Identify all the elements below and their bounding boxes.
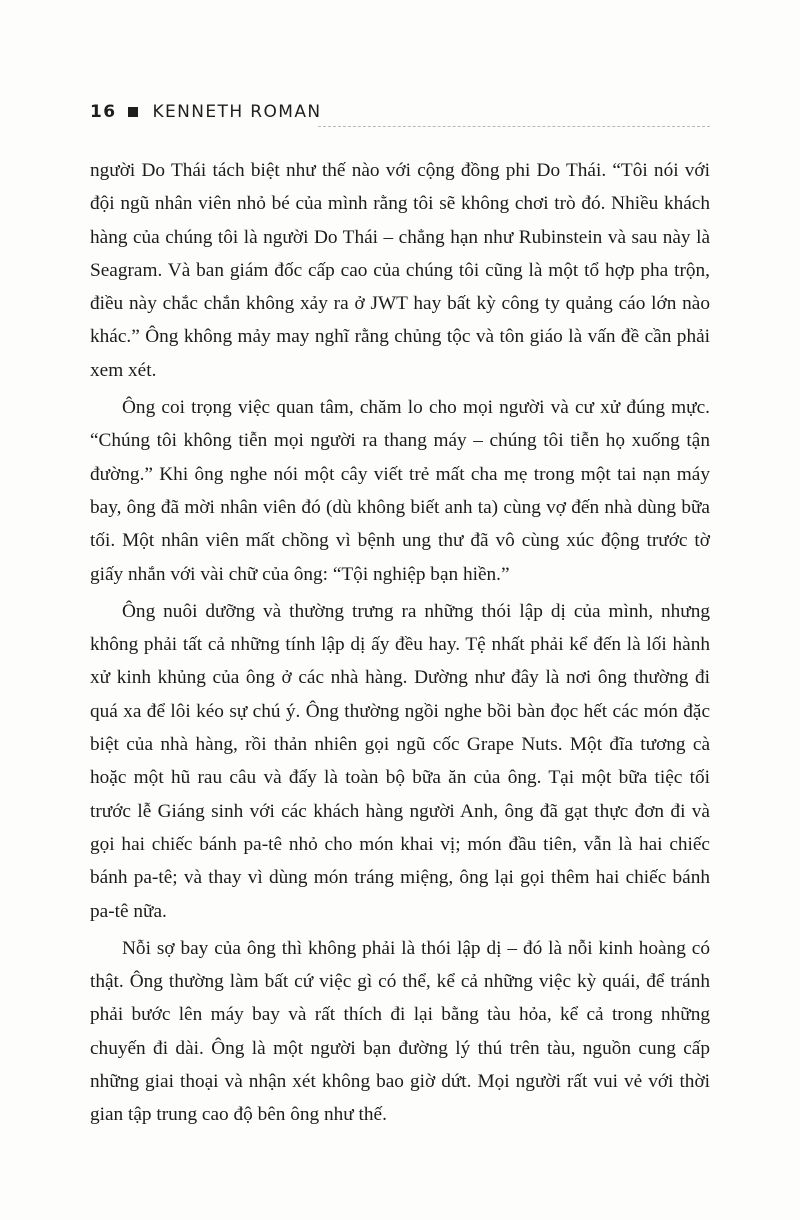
- page-number: 16: [90, 102, 117, 122]
- running-header: [90, 102, 322, 122]
- paragraph-2: Ông coi trọng việc quan tâm, chăm lo cho mọi người và cư xử đúng mực. “Chúng tôi không tiễn mọi người ra thang máy – chúng tôi tiễn họ xuống tận đường.” Khi ông nghe nói một cây viết trẻ mất cha mẹ trong một tai nạn máy bay, ông đã mời nhân viên đó (dù không biết anh ta) cùng vợ đến nhà dùng bữa tối. Một nhân viên mất chồng vì bệnh ung thư đã vô cùng xúc động trước tờ giấy nhắn với vài chữ của ông: “Tội nghiệp bạn hiền.”: [90, 397, 710, 585]
- paragraph-4: Nỗi sợ bay của ông thì không phải là thói lập dị – đó là nỗi kinh hoàng có thật. Ông thường làm bất cứ việc gì có thể, kể cả những việc kỳ quái, để tránh phải bước lên máy bay và rất thích đi lại bằng tàu hỏa, kể cả trong những chuyến đi dài. Ông là một người bạn đường lý thú trên tàu, nguồn cung cấp những giai thoại và nhận xét không bao giờ dứt. Mọi người rất vui vẻ với thời gian tập trung cao độ bên ông như thế.: [90, 937, 710, 1126]
- author-name: KENNETH ROMAN: [152, 102, 322, 122]
- square-bullet-icon: [128, 107, 138, 117]
- paragraph-1: người Do Thái tách biệt như thế nào với cộng đồng phi Do Thái. “Tôi nói với đội ngũ nhân viên nhỏ bé của mình rằng tôi sẽ không chơi trò đó. Nhiều khách hàng của chúng tôi là người Do Thái – chẳng hạn như Rubinstein và sau này là Seagram. Và ban giám đốc cấp cao của chúng tôi cũng là một tổ hợp pha trộn, điều này chắc chắn không xảy ra ở JWT hay bất kỳ công ty quảng cáo lớn nào khác.” Ông không mảy may nghĩ rằng chủng tộc và tôn giáo là vấn đề cần phải xem xét.: [90, 160, 710, 381]
- paragraph-3: Ông nuôi dưỡng và thường trưng ra những thói lập dị của mình, nhưng không phải tất cả những tính lập dị ấy đều hay. Tệ nhất phải kể đến là lối hành xử kinh khủng của ông ở các nhà hàng. Dường như đây là nơi ông thường đi quá xa để lôi kéo sự chú ý. Ông thường ngồi nghe bồi bàn đọc hết các món đặc biệt của nhà hàng, rồi thản nhiên gọi ngũ cốc Grape Nuts. Một đĩa tương cà hoặc một hũ rau câu và đấy là toàn bộ bữa ăn của ông. Tại một bữa tiệc tối trước lễ Giáng sinh với các khách hàng người Anh, ông đã gạt thực đơn đi và gọi hai chiếc bánh pa-tê nhỏ cho món khai vị; món đầu tiên, vẫn là hai chiếc bánh pa-tê; và thay vì dùng món tráng miệng, ông lại gọi thêm hai chiếc bánh pa-tê nữa.: [90, 600, 710, 922]
- header-divider: [318, 126, 710, 127]
- body-text: [90, 154, 710, 1132]
